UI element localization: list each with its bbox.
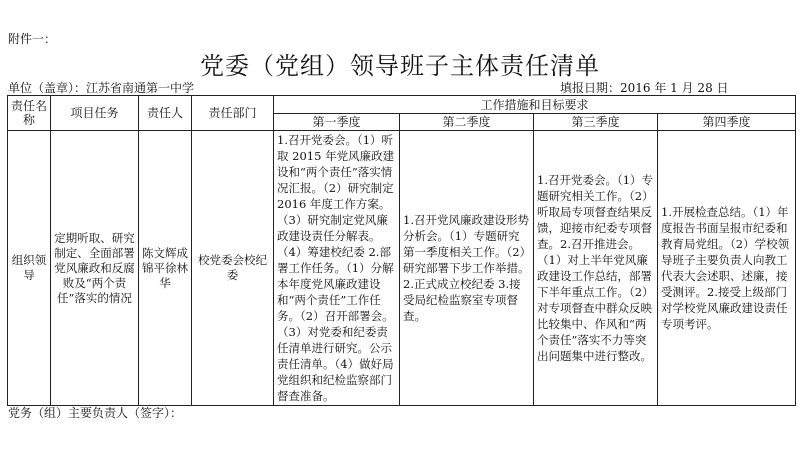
header-person: 责任人 xyxy=(139,96,192,131)
unit-label: 单位（盖章）：江苏省南通第一中学 xyxy=(8,81,195,95)
cell-q2: 1.召开党风廉政建设形势分析会。（1）专题研究第一季度相关工作。（2）研究部署下步工作举措。2.正式成立校纪委 3.接受局纪检监察室专项督查。 xyxy=(400,131,534,406)
page-title: 党委（党组）领导班子主体责任清单 xyxy=(200,52,600,80)
header-project: 项目任务 xyxy=(51,96,139,131)
cell-q3: 1.召开党委会。（1）专题研究相关工作。（2）听取局专项督查结果反馈，迎接市纪委专项督查。2.召开推进会。（1）对上半年党风廉政建设工作总结，部署下半年重点工作。（2）对专项督查中群众反映比较集中、作风和“两个责任”落实不力等突出问题集中进行整改。 xyxy=(534,131,658,406)
cell-person: 陈文辉成锦平徐林华 xyxy=(139,131,192,406)
cell-q1: 1.召开党委会。（1）听取 2015 年党风廉政建设和“两个责任”落实情况汇报。（2）研究制定 2016 年度工作方案。（3）研究制定党风廉政建设责任分解表。（4）筹建校纪委 2.部署工作任务。（1）分解本年度党风廉政建设和“两个责任”工作任务。（2）召开部署会。（3）对党委和纪委责任清单进行研究。公示责任清单。（4）做好局党组织和纪检监察部门督查准备。 xyxy=(274,131,400,406)
cell-name: 组织领导 xyxy=(8,131,51,406)
header-q4: 第四季度 xyxy=(658,114,796,131)
responsibility-table xyxy=(7,95,796,406)
cell-project: 定期听取、研究制定、全面部署党风廉政和反腐败及“两个责任”落实的情况 xyxy=(51,131,139,406)
cell-q4: 1.开展检查总结。（1）年度报告书面呈报市纪委和教育局党组。（2）学校领导班子主要负责人向教工代表大会述职、述廉，接受测评。2.接受上级部门对学校党风廉政建设责任专项考评。 xyxy=(658,131,796,406)
header-measures: 工作措施和目标要求 xyxy=(274,96,796,114)
header-dept: 责任部门 xyxy=(192,96,274,131)
fill-date: 填报日期：2016 年 1 月 28 日 xyxy=(560,81,729,95)
header-q3: 第三季度 xyxy=(534,114,658,131)
header-name: 责任名称 xyxy=(8,96,51,131)
cell-dept: 校党委会校纪委 xyxy=(192,131,274,406)
signature-label: 党务（组）主要负责人（签字）： xyxy=(8,406,183,420)
header-q1: 第一季度 xyxy=(274,114,400,131)
attachment-label: 附件一： xyxy=(8,32,57,46)
header-q2: 第二季度 xyxy=(400,114,534,131)
